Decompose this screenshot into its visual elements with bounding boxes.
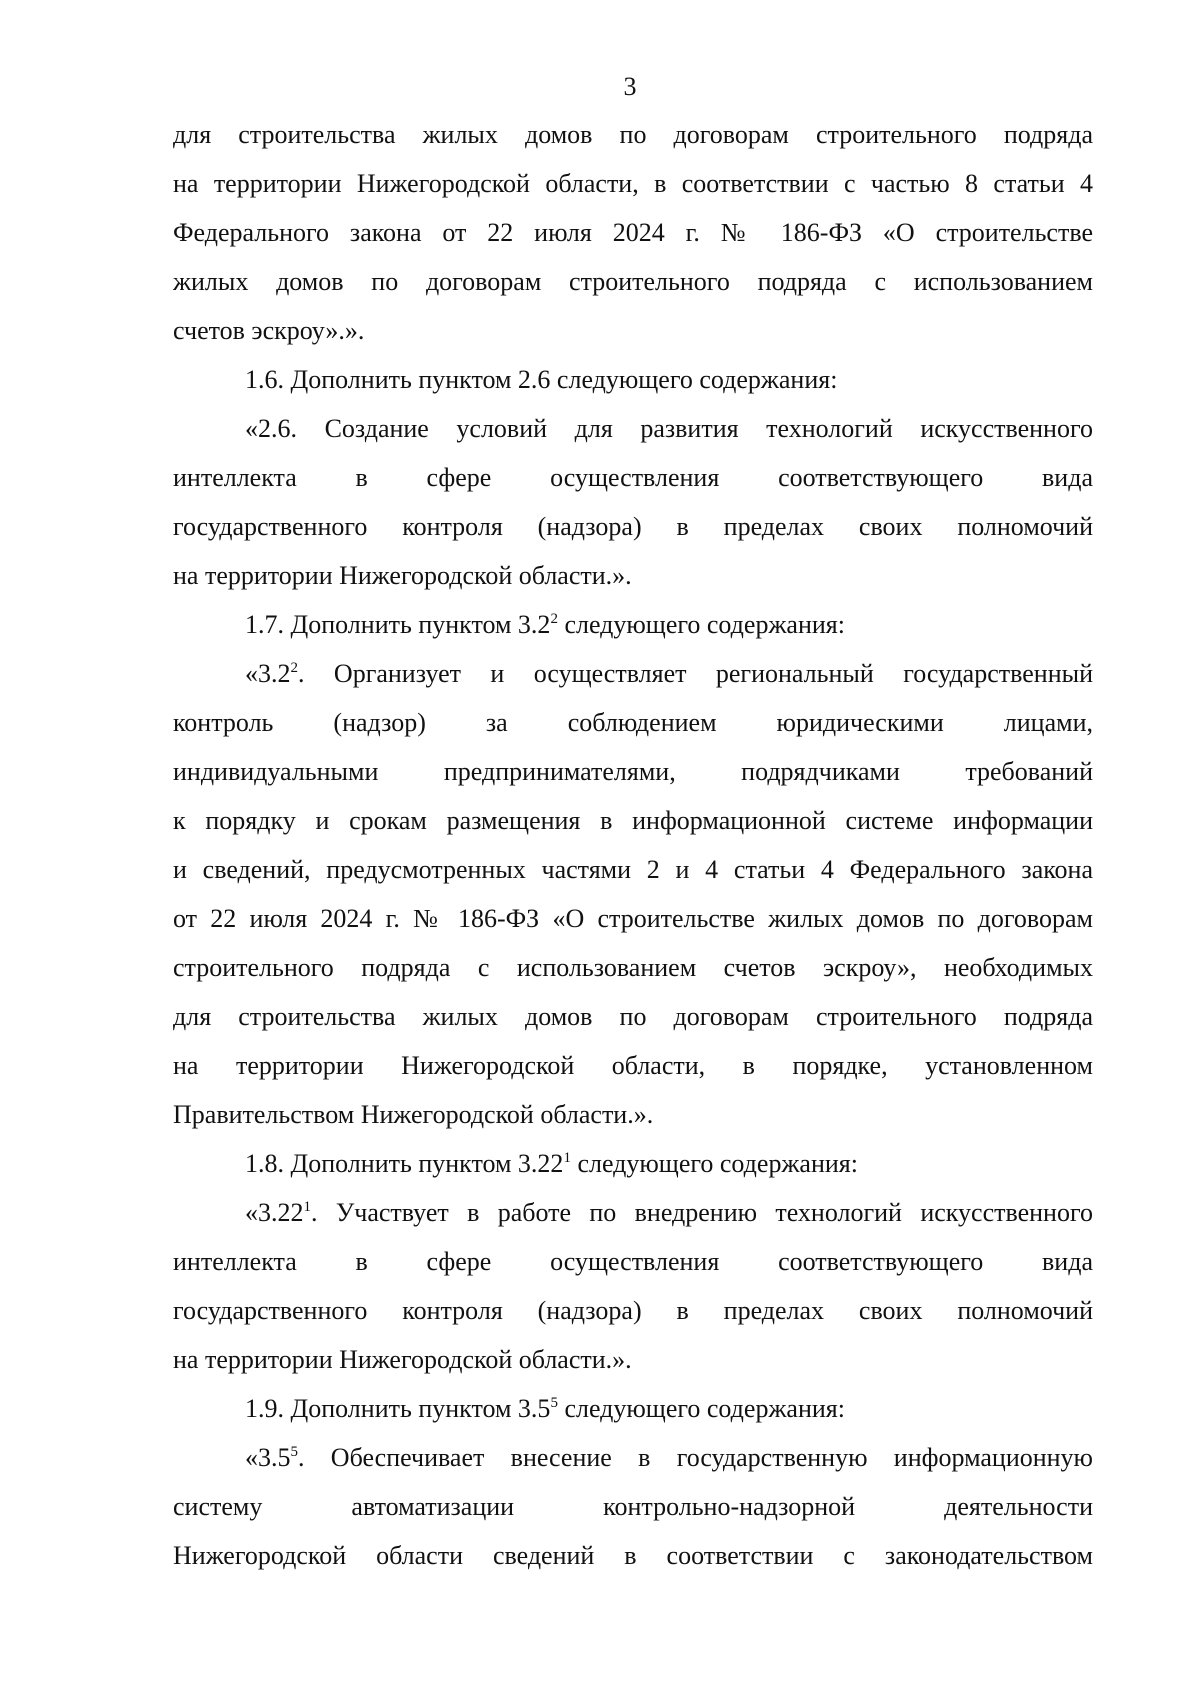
superscript: 2: [290, 660, 298, 676]
text-segment: следующего содержания:: [557, 1394, 845, 1423]
text-line: [173, 1139, 1093, 1188]
text-segment: . Обеспечивает внесение в государственную информационную: [298, 1443, 1093, 1472]
paragraph-quote-3-2-2: [173, 649, 1093, 1139]
page-number: 3: [623, 72, 637, 101]
document-body: [173, 110, 1093, 1580]
text-line: 1.6. Дополнить пунктом 2.6 следующего содержания:: [245, 365, 838, 394]
text-line: к порядку и срокам размещения в информационной системе информации: [173, 806, 1093, 835]
text-segment: . Организует и осуществляет региональный государственный: [298, 659, 1093, 688]
superscript: 5: [290, 1444, 298, 1460]
text-line: Нижегородской области сведений в соответствии с законодательством: [173, 1541, 1093, 1570]
text-line: государственного контроля (надзора) в пределах своих полномочий: [173, 512, 1093, 541]
paragraph-quote-2-6: [173, 404, 1093, 600]
text-line: и сведений, предусмотренных частями 2 и 4 статьи 4 Федерального закона: [173, 855, 1093, 884]
text-segment: следующего содержания:: [570, 1149, 858, 1178]
text-line: для строительства жилых домов по договорам строительного подряда: [173, 120, 1093, 149]
paragraph-item-1-9: [173, 1384, 1093, 1433]
superscript: 1: [563, 1150, 571, 1166]
text-segment: «3.2: [245, 659, 291, 688]
text-line: на территории Нижегородской области.».: [173, 1345, 632, 1374]
text-line: [173, 1384, 1093, 1433]
text-segment: «3.5: [245, 1443, 291, 1472]
text-line: индивидуальными предпринимателями, подрядчиками требований: [173, 757, 1093, 786]
text-line: на территории Нижегородской области.».: [173, 561, 632, 590]
text-line: жилых домов по договорам строительного подряда с использованием: [173, 267, 1093, 296]
text-line: государственного контроля (надзора) в пределах своих полномочий: [173, 1296, 1093, 1325]
text-segment: 1.7. Дополнить пунктом 3.2: [245, 610, 551, 639]
superscript: 1: [303, 1199, 311, 1215]
text-line: [173, 649, 1093, 698]
text-line: строительного подряда с использованием счетов эскроу», необходимых: [173, 953, 1093, 982]
text-line: Правительством Нижегородской области.».: [173, 1100, 654, 1129]
text-line: [173, 600, 1093, 649]
paragraph-item-1-6: [173, 355, 1093, 404]
text-line: интеллекта в сфере осуществления соответствующего вида: [173, 463, 1093, 492]
text-segment: «3.22: [245, 1198, 304, 1227]
text-line: на территории Нижегородской области, в соответствии с частью 8 статьи 4: [173, 169, 1093, 198]
text-line: [173, 1433, 1093, 1482]
paragraph-quote-3-5-5: [173, 1433, 1093, 1580]
paragraph-quote-3-22-1: [173, 1188, 1093, 1384]
superscript: 5: [550, 1395, 558, 1411]
text-segment: следующего содержания:: [557, 610, 845, 639]
text-line: на территории Нижегородской области, в порядке, установленном: [173, 1051, 1093, 1080]
text-line: от 22 июля 2024 г. № 186-ФЗ «О строительстве жилых домов по договорам: [173, 904, 1093, 933]
superscript: 2: [550, 611, 558, 627]
paragraph-item-1-8: [173, 1139, 1093, 1188]
text-segment: 1.9. Дополнить пунктом 3.5: [245, 1394, 551, 1423]
text-line: для строительства жилых домов по договорам строительного подряда: [173, 1002, 1093, 1031]
text-line: [173, 1188, 1093, 1237]
text-line: систему автоматизации контрольно-надзорной деятельности: [173, 1492, 1093, 1521]
text-segment: 1.8. Дополнить пунктом 3.22: [245, 1149, 564, 1178]
paragraph-continuation: [173, 110, 1093, 355]
text-line: «2.6. Создание условий для развития технологий искусственного: [245, 414, 1093, 443]
text-line: счетов эскроу».».: [173, 316, 365, 345]
text-line: интеллекта в сфере осуществления соответствующего вида: [173, 1247, 1093, 1276]
text-line: Федерального закона от 22 июля 2024 г. № 186-ФЗ «О строительстве: [173, 218, 1093, 247]
text-line: контроль (надзор) за соблюдением юридическими лицами,: [173, 708, 1093, 737]
text-segment: . Участвует в работе по внедрению технологий искусственного: [311, 1198, 1093, 1227]
paragraph-item-1-7: [173, 600, 1093, 649]
